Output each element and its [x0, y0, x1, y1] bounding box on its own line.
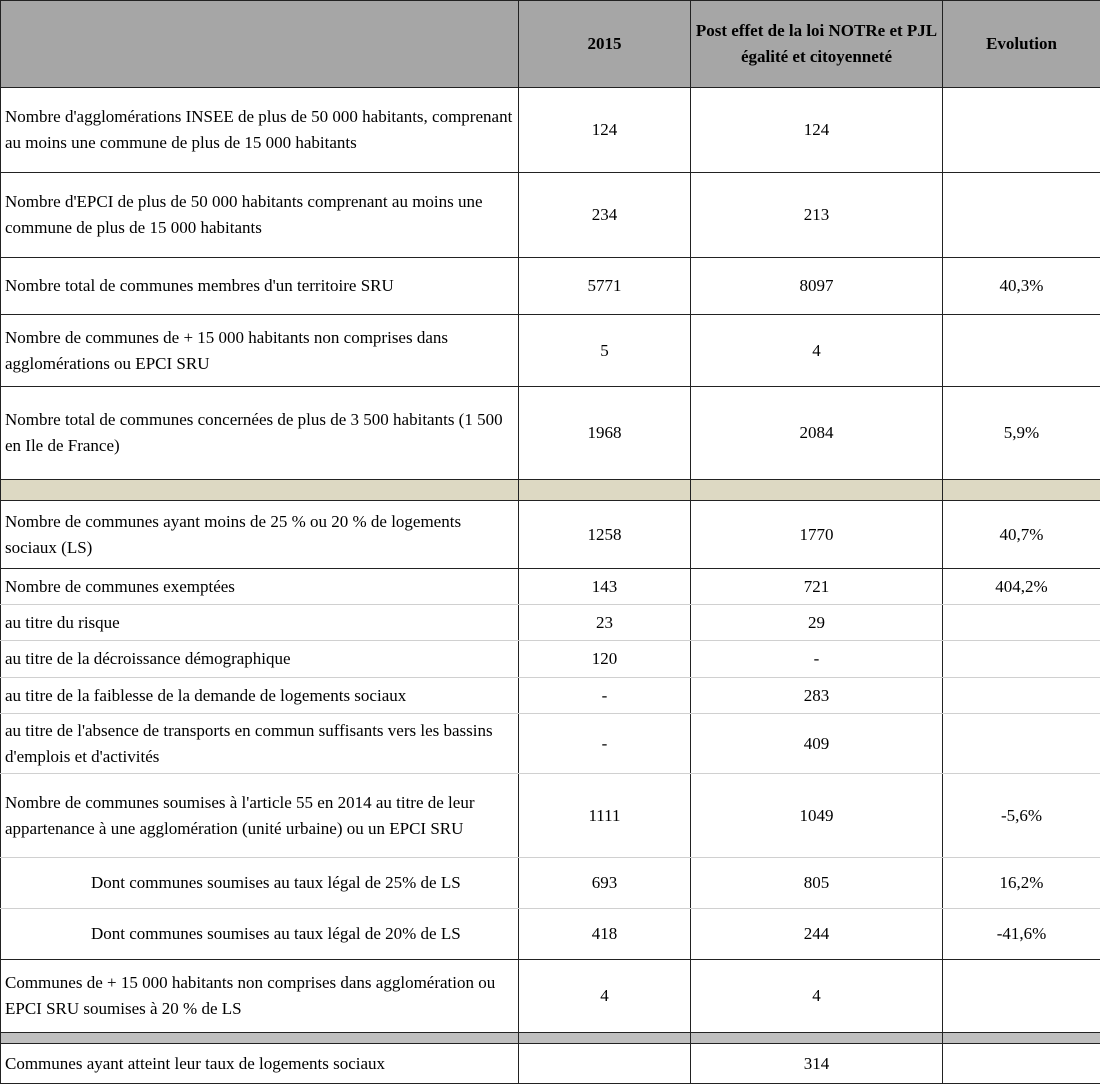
table-row	[1, 173, 1100, 258]
separator-cell	[1, 1033, 519, 1044]
header-label-cell	[1, 1, 519, 88]
table-row	[1, 714, 1100, 774]
row-evolution: 404,2%	[943, 569, 1100, 605]
table-row	[1, 258, 1100, 315]
row-label: au titre de la décroissance démographique	[1, 641, 519, 678]
row-label: Dont communes soumises au taux légal de 20% de LS	[1, 909, 519, 960]
row-value-post: 409	[691, 714, 943, 774]
row-evolution: 40,7%	[943, 501, 1100, 569]
row-evolution: -41,6%	[943, 909, 1100, 960]
row-value-2015: 120	[519, 641, 691, 678]
row-evolution	[943, 714, 1100, 774]
row-label: Nombre d'EPCI de plus de 50 000 habitants comprenant au moins une commune de plus de 15 000 habitants	[1, 173, 519, 258]
row-value-2015: 693	[519, 858, 691, 909]
table-row	[1, 678, 1100, 714]
row-value-2015: 4	[519, 960, 691, 1033]
row-evolution	[943, 1044, 1100, 1084]
table-row	[1, 88, 1100, 173]
table-row	[1, 315, 1100, 387]
row-value-2015: -	[519, 714, 691, 774]
separator-cell	[519, 1033, 691, 1044]
row-evolution	[943, 960, 1100, 1033]
row-value-post: 29	[691, 605, 943, 641]
row-value-post: 2084	[691, 387, 943, 480]
row-value-post: 213	[691, 173, 943, 258]
row-evolution	[943, 88, 1100, 173]
header-row	[1, 1, 1100, 88]
separator-row	[1, 1033, 1100, 1044]
table-row	[1, 501, 1100, 569]
row-label: Communes ayant atteint leur taux de logements sociaux	[1, 1044, 519, 1084]
row-label: Dont communes soumises au taux légal de 25% de LS	[1, 858, 519, 909]
row-value-2015: 1258	[519, 501, 691, 569]
row-value-post: 805	[691, 858, 943, 909]
row-value-post: 4	[691, 960, 943, 1033]
row-value-post: 8097	[691, 258, 943, 315]
separator-cell	[519, 480, 691, 501]
header-evolution: Evolution	[943, 1, 1100, 88]
table-row	[1, 641, 1100, 678]
table-row	[1, 387, 1100, 480]
table-row	[1, 774, 1100, 858]
row-value-post: 244	[691, 909, 943, 960]
row-evolution: 40,3%	[943, 258, 1100, 315]
row-value-2015	[519, 1044, 691, 1084]
separator-cell	[691, 1033, 943, 1044]
table-row	[1, 569, 1100, 605]
separator-cell	[943, 480, 1100, 501]
row-value-2015: 234	[519, 173, 691, 258]
separator-cell	[943, 1033, 1100, 1044]
row-value-2015: 5771	[519, 258, 691, 315]
row-label: au titre de l'absence de transports en commun suffisants vers les bassins d'emplois et d'activités	[1, 714, 519, 774]
row-label: Nombre d'agglomérations INSEE de plus de 50 000 habitants, comprenant au moins une commune de plus de 15 000 habitants	[1, 88, 519, 173]
header-2015: 2015	[519, 1, 691, 88]
row-evolution	[943, 678, 1100, 714]
row-value-2015: 1111	[519, 774, 691, 858]
separator-row	[1, 480, 1100, 501]
row-value-post: 4	[691, 315, 943, 387]
row-label: au titre de la faiblesse de la demande de logements sociaux	[1, 678, 519, 714]
row-evolution	[943, 641, 1100, 678]
row-value-post: 283	[691, 678, 943, 714]
row-value-2015: 1968	[519, 387, 691, 480]
row-evolution: -5,6%	[943, 774, 1100, 858]
row-label: Communes de + 15 000 habitants non comprises dans agglomération ou EPCI SRU soumises à 20 % de LS	[1, 960, 519, 1033]
row-label: au titre du risque	[1, 605, 519, 641]
row-label: Nombre de communes exemptées	[1, 569, 519, 605]
row-value-2015: 143	[519, 569, 691, 605]
row-label: Nombre de communes soumises à l'article 55 en 2014 au titre de leur appartenance à une agglomération (unité urbaine) ou un EPCI SRU	[1, 774, 519, 858]
row-label: Nombre total de communes membres d'un territoire SRU	[1, 258, 519, 315]
row-value-post: -	[691, 641, 943, 678]
row-value-post: 124	[691, 88, 943, 173]
row-evolution: 5,9%	[943, 387, 1100, 480]
row-value-post: 314	[691, 1044, 943, 1084]
table-row	[1, 1044, 1100, 1084]
row-value-2015: 124	[519, 88, 691, 173]
row-evolution	[943, 605, 1100, 641]
row-evolution	[943, 315, 1100, 387]
table-row	[1, 909, 1100, 960]
separator-cell	[691, 480, 943, 501]
row-value-post: 1049	[691, 774, 943, 858]
row-label: Nombre total de communes concernées de plus de 3 500 habitants (1 500 en Ile de France)	[1, 387, 519, 480]
table-row	[1, 605, 1100, 641]
row-value-2015: 418	[519, 909, 691, 960]
row-value-post: 1770	[691, 501, 943, 569]
row-evolution	[943, 173, 1100, 258]
row-label: Nombre de communes ayant moins de 25 % ou 20 % de logements sociaux (LS)	[1, 501, 519, 569]
row-value-2015: -	[519, 678, 691, 714]
row-value-2015: 23	[519, 605, 691, 641]
row-label: Nombre de communes de + 15 000 habitants non comprises dans agglomérations ou EPCI SRU	[1, 315, 519, 387]
table-row	[1, 858, 1100, 909]
table-row	[1, 960, 1100, 1033]
header-post-notre: Post effet de la loi NOTRe et PJL égalité et citoyenneté	[691, 1, 943, 88]
row-value-post: 721	[691, 569, 943, 605]
row-value-2015: 5	[519, 315, 691, 387]
row-evolution: 16,2%	[943, 858, 1100, 909]
separator-cell	[1, 480, 519, 501]
